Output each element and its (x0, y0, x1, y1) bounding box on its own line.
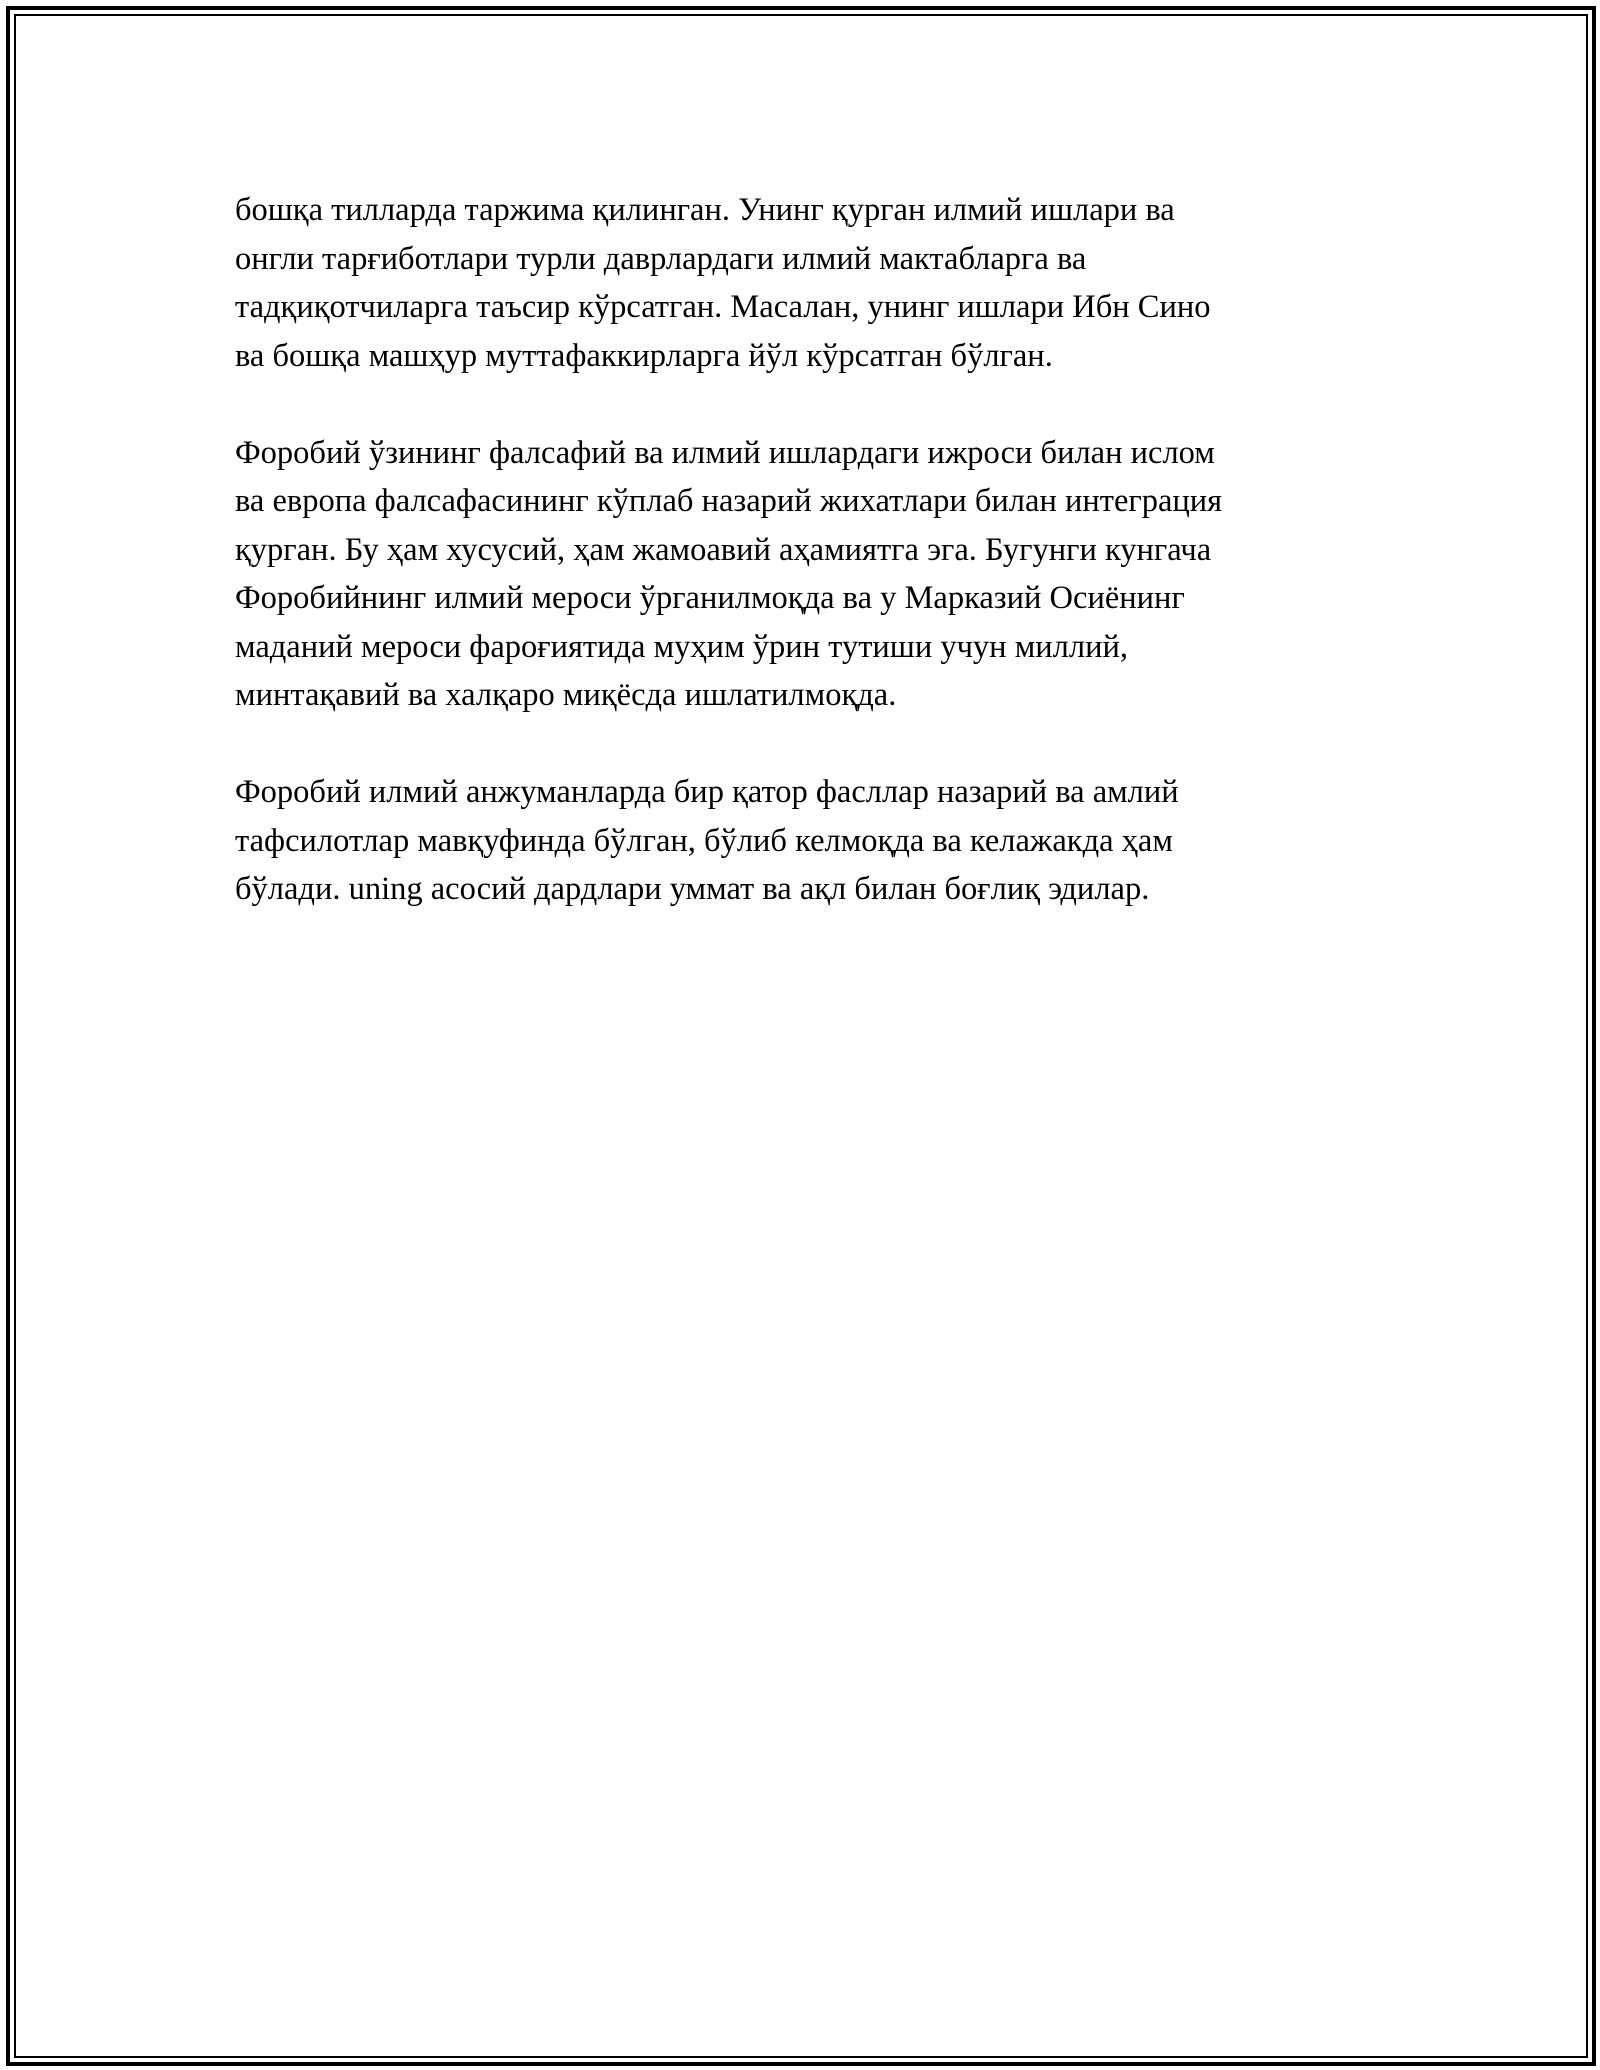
paragraph-2: Форобий ўзининг фалсафий ва илмий ишлардаги ижроси билан ислом ва европа фалсафасининг кўплаб назарий жихатлари билан интеграция қурган. Бу ҳам хусусий, ҳам жамоавий аҳамиятга эга. Бугунги кунгача Форобийнинг илмий мероси ўрганилмоқда ва у Марказий Осиёнинг маданий мероси фароғиятида муҳим ўрин тутиши учун миллий, минтақавий ва халқаро миқёсда ишлатилмоқда. (235, 434, 1223, 713)
paragraph-1: бошқа тилларда таржима қилинган. Унинг қурган илмий ишлари ва онгли тарғиботлари турли даврлардаги илмий мактабларга ва тадқиқотчиларга таъсир кўрсатган. Масалан, унинг ишлари Ибн Сино ва бошқа машҳур муттафаккирларга йўл кўрсатган бўлган. (235, 192, 1211, 374)
paragraph-3: Форобий илмий анжуманларда бир қатор фасллар назарий ва амлий тафсилотлар мавқуфинда бўлган, бўлиб келмоқда ва келажакда ҳам бўлади. uning асосий дардлари уммат ва ақл билан боғлиқ эдилар. (235, 774, 1179, 907)
document-body (235, 186, 1395, 914)
